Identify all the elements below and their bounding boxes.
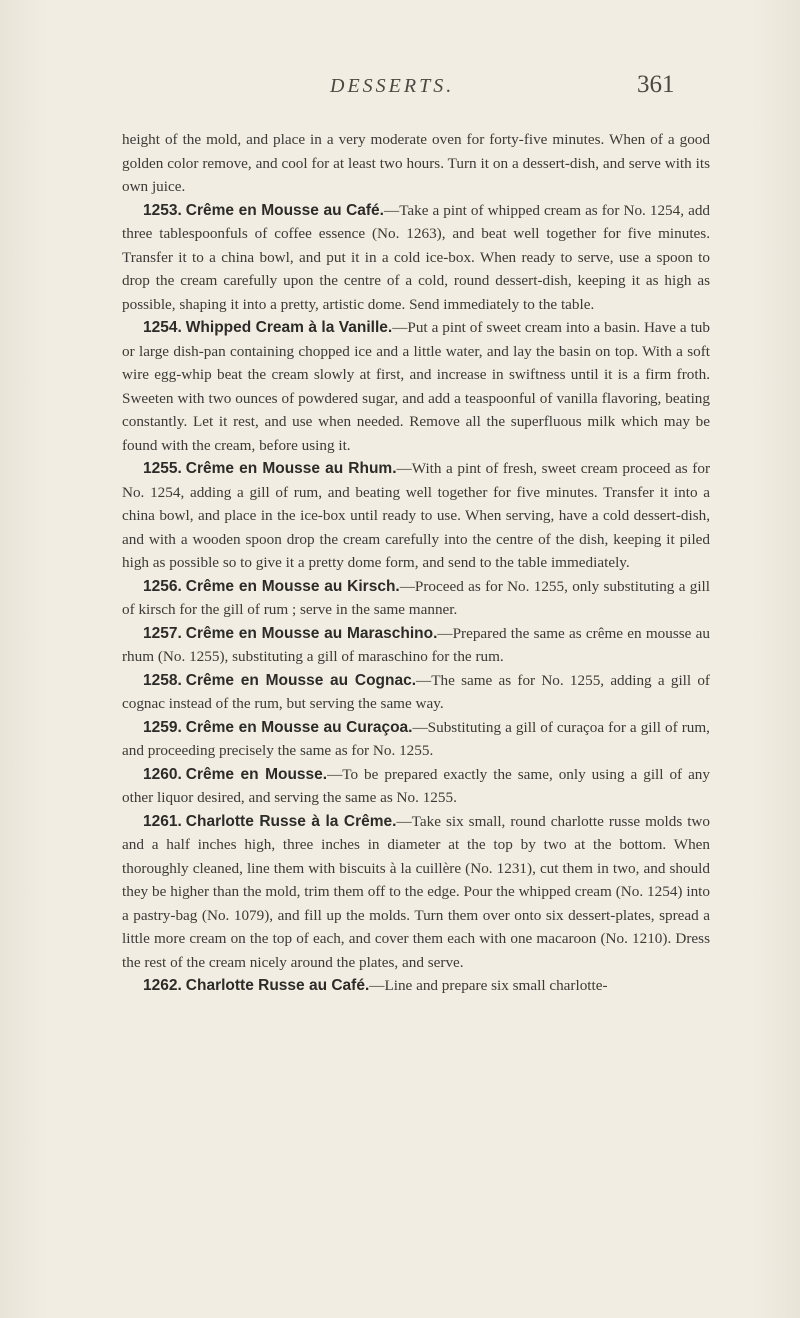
- recipe-body: —Put a pint of sweet cream into a basin. Have a tub or large dish-pan containing chopped ice and a little water, and lay the basin on top. With a soft wire egg-whip beat the cream slowly at first, and increase in swiftness until it is a firm froth. Sweeten with two ounces of powdered sugar, and add a teaspoonful of vanilla flavoring, beating constantly. Let it rest, and use when needed. Remove all the superfluous milk which may be found with the cream, before using it.: [122, 319, 710, 454]
- recipe-body: —Line and prepare six small charlotte-: [369, 977, 608, 994]
- recipe-body: —Take six small, round charlotte russe molds two and a half inches high, three inches in diameter at the top by two at the bottom. When thoroughly cleaned, line them with biscuits à la cuillère (No. 1231), cut them in two, and should they be higher than the mold, trim them off to the edge. Pour the whipped cream (No. 1254) into a pastry-bag (No. 1079), and fill up the molds. Turn them over onto six dessert-plates, spread a little more cream on the top of each, and cover them each with one macaroon (No. 1210). Dress the rest of the cream nicely around the plates, and serve.: [122, 812, 710, 971]
- recipe-title: Crême en Mousse.: [185, 765, 328, 783]
- recipe-title: Crême en Mousse au Maraschino.: [185, 624, 438, 642]
- recipe-body: —Take a pint of whipped cream as for No. 1254, add three tablespoonfuls of coffee essence (No. 1263), and beat well together for five minutes. Transfer it to a china bowl, and put it in a cold ice-box. When ready to serve, use a spoon to drop the cream carefully upon the centre of a cold, round dessert-dish, keeping it as high as possible, shaping it into a pretty, artistic dome. Send immediately to the table.: [122, 201, 711, 313]
- recipe-title: Crême en Mousse au Cognac.: [185, 671, 417, 689]
- recipe-entry: [122, 763, 710, 810]
- recipe-text: [122, 128, 710, 998]
- recipe-title: Crême en Mousse au Rhum.: [185, 460, 397, 477]
- recipe-number: 1257.: [143, 624, 182, 642]
- recipe-number: 1254.: [143, 319, 182, 336]
- recipe-body: —Substituting a gill of curaçoa for a gill of rum, and proceeding precisely the same as for No. 1255.: [122, 718, 710, 759]
- recipe-number: 1258.: [143, 671, 182, 689]
- recipe-body: —With a pint of fresh, sweet cream proceed as for No. 1254, adding a gill of rum, and beating well together for five minutes. Transfer it into a china bowl, and place in the ice-box until ready to use. When serving, have a cold dessert-dish, and with a wooden spoon drop the cream carefully into the centre of the dish, keeping it piled high as possible so to give it a pretty dome form, and send to the table immediately.: [122, 460, 711, 571]
- recipe-body: —The same as for No. 1255, adding a gill of cognac instead of the rum, but serving the same way.: [122, 671, 710, 712]
- recipe-title: Crême en Mousse au Kirsch.: [185, 577, 400, 595]
- recipe-title: Charlotte Russe à la Crême.: [185, 812, 397, 830]
- recipe-title: Crême en Mousse au Curaçoa.: [185, 718, 413, 736]
- recipe-number: 1260.: [143, 765, 182, 783]
- recipe-number: 1253.: [143, 201, 182, 219]
- recipe-entry: [122, 622, 710, 669]
- recipe-body: —Proceed as for No. 1255, only substituting a gill of kirsch for the gill of rum ; serve in the same manner.: [122, 577, 710, 618]
- recipe-entry: [122, 199, 710, 317]
- running-head: [0, 71, 800, 115]
- recipe-body: —Prepared the same as crême en mousse au rhum (No. 1255), substituting a gill of maraschino for the rum.: [122, 624, 710, 665]
- continuation-paragraph: height of the mold, and place in a very moderate oven for forty-five minutes. When of a good golden color remove, and cool for at least two hours. Turn it on a dessert-dish, and serve with its own juice.: [122, 131, 710, 195]
- recipe-title: Crême en Mousse au Café.: [185, 201, 384, 219]
- recipe-entry: [122, 669, 710, 716]
- recipe-entry: [122, 457, 710, 575]
- recipe-entry: [122, 810, 710, 975]
- recipe-number: 1261.: [143, 812, 182, 830]
- recipe-number: 1256.: [143, 577, 182, 595]
- recipe-number: 1255.: [143, 460, 182, 477]
- recipe-number: 1259.: [143, 718, 182, 736]
- page-number: 361: [637, 71, 675, 98]
- recipe-title: Charlotte Russe au Café.: [185, 977, 370, 994]
- recipe-entry: [122, 716, 710, 763]
- recipe-entry: [122, 316, 710, 457]
- recipe-entry: [122, 974, 710, 998]
- recipe-entry: [122, 575, 710, 622]
- running-title: DESSERTS.: [330, 75, 455, 97]
- recipe-body: —To be prepared exactly the same, only using a gill of any other liquor desired, and serving the same as No. 1255.: [122, 765, 710, 806]
- recipe-title: Whipped Cream à la Vanille.: [185, 319, 393, 336]
- recipe-number: 1262.: [143, 977, 182, 994]
